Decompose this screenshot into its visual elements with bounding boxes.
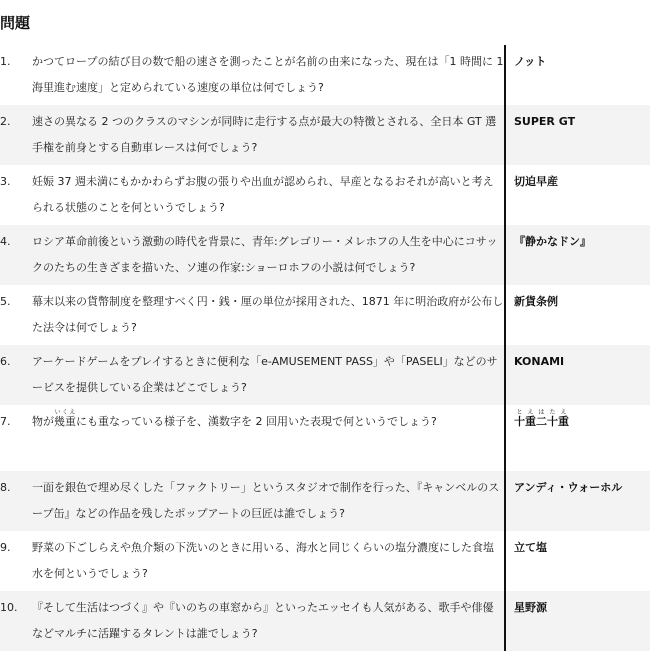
question-number: 4. xyxy=(0,235,11,248)
answer-text: SUPER GT xyxy=(514,115,576,128)
question-number: 5. xyxy=(0,295,11,308)
question-table xyxy=(0,45,650,651)
answer-ruby-base: 十重 xyxy=(514,415,536,428)
question-number: 3. xyxy=(0,175,11,188)
question-text xyxy=(30,405,504,471)
question-number: 10. xyxy=(0,601,18,614)
question-text: 野菜の下ごしらえや魚介類の下洗いのときに用いる、海水と同じくらいの塩分濃度にした食塩水を何というでしょう? xyxy=(32,541,494,580)
question-text-after: にも重なっている様子を、漢数字を 2 回用いた表現で何というでしょう? xyxy=(76,415,437,428)
question-row-2 xyxy=(0,105,650,165)
question-number: 9. xyxy=(0,541,11,554)
answer-text: 立て塩 xyxy=(514,541,547,554)
question-number: 2. xyxy=(0,115,11,128)
question-text: 『そして生活はつづく』や『いのちの車窓から』といったエッセイも人気がある、歌手や俳優などマルチに活躍するタレントは誰でしょう? xyxy=(32,601,494,640)
question-row-6 xyxy=(0,345,650,405)
question-text: 速さの異なる 2 つのクラスのマシンが同時に走行する点が最大の特徴とされる、全日本 GT 選手権を前身とする自動車レースは何でしょう? xyxy=(32,115,497,154)
question-text: 一面を銀色で埋め尽くした「ファクトリー」というスタジオで制作を行った、『キャンベルのスープ缶』などの作品を残したポップアートの巨匠は誰でしょう? xyxy=(32,481,500,520)
question-row-1 xyxy=(0,45,650,105)
answer-text: アンディ・ウォーホル xyxy=(514,481,623,494)
furigana-reading: いくえ xyxy=(54,409,76,416)
question-number: 1. xyxy=(0,55,11,68)
answer-text: 『静かなドン』 xyxy=(514,235,591,248)
answer-ruby-base: 二十重 xyxy=(536,415,569,428)
furigana-base: 幾重 xyxy=(54,415,76,428)
question-number: 8. xyxy=(0,481,11,494)
page-heading: 問題 xyxy=(0,14,31,32)
answer-text: KONAMI xyxy=(514,355,565,368)
question-row-3 xyxy=(0,165,650,225)
question-text: ロシア革命前後という激動の時代を背景に、青年:グレゴリー・メレホフの人生を中心にコサックのたちの生きざまを描いた、ソ連の作家:ショーロホフの小説は何でしょう? xyxy=(32,235,498,274)
question-number: 7. xyxy=(0,415,11,428)
answer-ruby-word xyxy=(536,409,569,428)
answer-text: ノット xyxy=(514,55,547,68)
question-text: 幕末以来の貨幣制度を整理すべく円・銭・厘の単位が採用された、1871 年に明治政府が公布した法令は何でしょう? xyxy=(32,295,504,334)
question-row-7 xyxy=(0,405,650,471)
answer-ruby-reading: とえ xyxy=(514,409,536,416)
question-row-5 xyxy=(0,285,650,345)
question-number: 6. xyxy=(0,355,11,368)
answer-text: 切迫早産 xyxy=(514,175,558,188)
question-row-4 xyxy=(0,225,650,285)
furigana-word xyxy=(54,409,76,428)
question-row-8 xyxy=(0,471,650,531)
answer-text xyxy=(506,405,650,471)
answer-text: 星野源 xyxy=(514,601,547,614)
question-text: 妊娠 37 週未満にもかかわらずお腹の張りや出血が認められ、早産となるおそれが高いと考えられる状態のことを何というでしょう? xyxy=(32,175,494,214)
question-text-before: 物が xyxy=(32,415,54,428)
answer-text: 新貨条例 xyxy=(514,295,558,308)
question-text: かつてロープの結び目の数で船の速さを測ったことが名前の由来になった、現在は「1 時間に 1 海里進む速度」と定められている速度の単位は何でしょう? xyxy=(32,55,504,94)
answer-ruby-reading: はたえ xyxy=(536,409,569,416)
question-row-10 xyxy=(0,591,650,651)
question-text: アーケードゲームをプレイするときに便利な「e-AMUSEMENT PASS」や「PASELI」などのサービスを提供している企業はどこでしょう? xyxy=(32,355,498,394)
answer-ruby-word xyxy=(514,409,536,428)
question-row-9 xyxy=(0,531,650,591)
